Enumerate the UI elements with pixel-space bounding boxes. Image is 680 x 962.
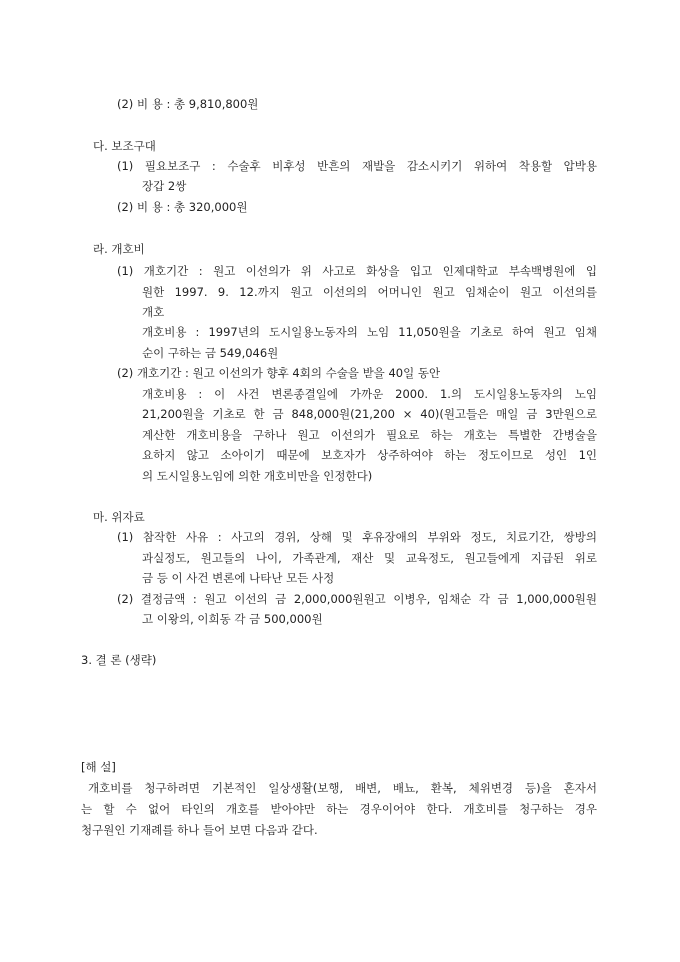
care-item-1-line-1: (1) 개호기간 : 원고 이선의가 위 사고로 화상을 입고 인제대학교 부속백병원에 입: [117, 264, 597, 278]
commentary-line-2: 는 할 수 없어 타인의 개호를 받아야만 하는 경우이어야 한다. 개호비를 청구하는 경우: [81, 802, 597, 816]
care-item-1-line-3: 개호: [142, 305, 165, 319]
care-item-2-line-2: 개호비용 : 이 사건 변론종결일에 가까운 2000. 1.의 도시일용노동자의 노임: [142, 387, 597, 401]
consolation-item-1-line-3: 금 등 이 사건 변론에 나타난 모든 사정: [142, 571, 335, 585]
commentary-label: [해 설]: [81, 760, 116, 774]
assistive-device-item-1-line-2: 장갑 2쌍: [142, 179, 187, 193]
care-item-2-line-6: 의 도시일용노임에 의한 개호비만을 인정한다): [142, 469, 373, 483]
commentary-line-1: 개호비를 청구하려면 기본적인 일상생활(보행, 배변, 배뇨, 환복, 체위변경 등)을 혼자서: [88, 781, 597, 795]
assistive-device-cost: (2) 비 용 : 총 320,000원: [117, 200, 248, 214]
section-heading-care-cost: 라. 개호비: [93, 242, 145, 256]
commentary-line-3: 청구원인 기재례를 하나 들어 보면 다음과 같다.: [81, 823, 318, 837]
care-item-2-line-4: 계산한 개호비용을 구하나 원고 이선의가 필요로 하는 개호는 특별한 간병술을: [142, 428, 597, 442]
section-heading-assistive-devices: 다. 보조구대: [93, 139, 156, 153]
consolation-item-2-line-2: 고 이왕의, 이희동 각 금 500,000원: [142, 612, 323, 626]
care-item-1-line-4: 개호비용 : 1997년의 도시일용노동자의 노임 11,050원을 기초로 하여 원고 임채: [142, 325, 597, 339]
section-heading-consolation: 마. 위자료: [93, 510, 145, 524]
conclusion-heading: 3. 결 론 (생략): [81, 653, 157, 667]
consolation-item-1-line-2: 과실정도, 원고들의 나이, 가족관계, 재산 및 교육정도, 원고들에게 지급된 위로: [142, 551, 597, 565]
care-item-2-line-5: 요하지 않고 소아이기 때문에 보호자가 상주하여야 하는 정도이므로 성인 1인: [142, 448, 597, 462]
care-item-1-line-2: 원한 1997. 9. 12.까지 원고 이선의의 어머니인 원고 임채순이 원고 이선의를: [142, 285, 597, 299]
consolation-item-2-line-1: (2) 결정금액 : 원고 이선의 금 2,000,000원원고 이병우, 임채순 각 금 1,000,000원원: [117, 592, 597, 606]
assistive-device-item-1-line-1: (1) 필요보조구 : 수술후 비후성 반흔의 재발을 감소시키기 위하여 착용할 압박용: [117, 159, 597, 173]
care-item-2-line-3: 21,200원을 기초로 한 금 848,000원(21,200 × 40)(원고들은 매일 금 3만원으로: [142, 407, 597, 421]
property-damage-cost: (2) 비 용 : 총 9,810,800원: [117, 97, 259, 111]
consolation-item-1-line-1: (1) 참작한 사유 : 사고의 경위, 상해 및 후유장애의 부위와 정도, 치료기간, 쌍방의: [117, 530, 597, 544]
care-item-1-line-5: 순이 구하는 금 549,046원: [142, 346, 279, 360]
care-item-2-line-1: (2) 개호기간 : 원고 이선의가 향후 4회의 수술을 받을 40일 동안: [117, 366, 441, 380]
